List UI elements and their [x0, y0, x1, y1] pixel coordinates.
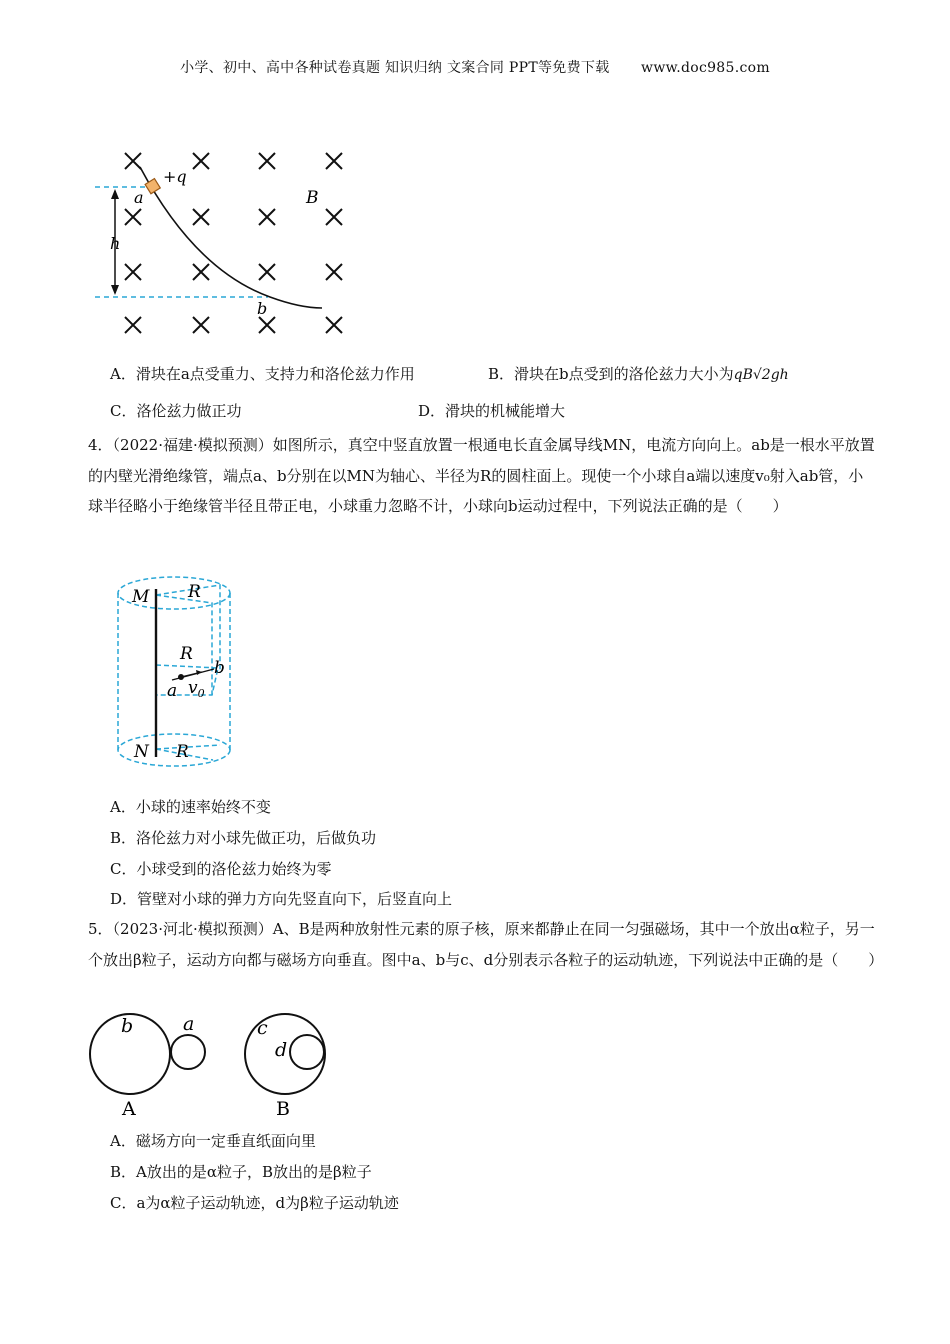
option-text: 磁场方向一定垂直纸面向里: [135, 1132, 316, 1150]
label-B: B: [276, 1098, 290, 1120]
label-R-mid: R: [180, 644, 193, 664]
option-label: A．: [110, 798, 136, 816]
track-d: [290, 1035, 324, 1069]
label-A: A: [122, 1098, 136, 1120]
label-N: N: [134, 742, 149, 762]
q4-stem: [88, 430, 878, 522]
question-number: 5．: [88, 920, 113, 938]
option-text: 滑块在a点受重力、支持力和洛伦兹力作用: [135, 365, 415, 383]
option-label: A．: [110, 365, 136, 383]
label-v0: $v_0$: [188, 678, 205, 700]
label-R-top: R: [188, 582, 201, 602]
q3-option-c[interactable]: [110, 400, 242, 421]
option-text: 滑块的机械能增大: [445, 402, 566, 420]
question-text: 如图所示，真空中竖直放置一根通电长直金属导线MN，电流方向向上。ab是一根水平放置的内壁光滑绝缘管，端点a、b分别在以MN为轴心、半径为R的圆柱面上。现使一个小球自a端以速度v₀射入ab管，小球半径略小于绝缘管半径且带正电，小球重力忽略不计，小球向b运动过程中，下列说法正确的是（ ）: [88, 436, 875, 515]
option-label: C．: [110, 860, 137, 878]
option-text: 小球的速率始终不变: [135, 798, 271, 816]
q5-option-c[interactable]: [110, 1192, 399, 1213]
curved-track: [140, 167, 322, 308]
option-label: D．: [110, 890, 138, 908]
label-b: b: [214, 658, 225, 678]
option-text: a为α粒子运动轨迹，d为β粒子运动轨迹: [136, 1194, 399, 1212]
q5-option-a[interactable]: [110, 1130, 316, 1151]
label-M: M: [132, 587, 150, 607]
track-a: [171, 1035, 205, 1069]
field-crosses: [125, 153, 342, 333]
point-b-label: b: [257, 299, 268, 318]
q5-option-b[interactable]: [110, 1161, 372, 1182]
q5-stem: [88, 914, 884, 975]
option-label: B．: [488, 365, 515, 383]
option-label: C．: [110, 1194, 137, 1212]
option-label: A．: [110, 1132, 136, 1150]
q4-option-c[interactable]: [110, 858, 332, 879]
option-text: 管壁对小球的弹力方向先竖直向下，后竖直向上: [137, 890, 453, 908]
label-b: b: [121, 1015, 134, 1037]
option-text: 洛伦兹力做正功: [136, 402, 242, 420]
q4-option-b[interactable]: [110, 827, 376, 848]
option-label: C．: [110, 402, 137, 420]
option-text: 滑块在b点受到的洛伦兹力大小为: [514, 365, 734, 383]
option-text: A放出的是α粒子，B放出的是β粒子: [136, 1163, 372, 1181]
question-source: （2023·河北·模拟预测）: [112, 920, 273, 938]
q3-option-d[interactable]: [418, 400, 565, 421]
option-formula: qB√2gh: [733, 367, 789, 383]
header-text: 小学、初中、高中各种试卷真题 知识归纳 文案合同 PPT等免费下载: [180, 60, 610, 76]
option-text: 小球受到的洛伦兹力始终为零: [136, 860, 332, 878]
option-text: 洛伦兹力对小球先做正功，后做负功: [136, 829, 377, 847]
q4-option-d[interactable]: [110, 888, 452, 909]
label-a: a: [183, 1013, 195, 1035]
option-label: B．: [110, 1163, 137, 1181]
point-a-label: a: [134, 188, 144, 207]
header-url: www.doc985.com: [641, 60, 770, 76]
option-label: D．: [418, 402, 446, 420]
question-text: A、B是两种放射性元素的原子核，原来都静止在同一匀强磁场，其中一个放出α粒子，另一个放出β粒子，运动方向都与磁场方向垂直。图中a、b与c、d分别表示各粒子的运动轨迹，下列说法中正确的是（ ）: [88, 920, 884, 969]
question-source: （2022·福建·模拟预测）: [112, 436, 273, 454]
question-number: 4．: [88, 436, 113, 454]
field-label: B: [306, 188, 319, 208]
option-label: B．: [110, 829, 137, 847]
label-a: a: [167, 681, 178, 701]
q4-option-a[interactable]: [110, 796, 271, 817]
height-label: h: [110, 234, 121, 253]
page-header: [0, 57, 950, 77]
figure-slider-magnetic-field: [90, 145, 360, 345]
figure-cylinder-wire: [110, 565, 240, 785]
label-d: d: [275, 1039, 288, 1061]
charge-label: +q: [163, 167, 187, 186]
label-c: c: [257, 1017, 268, 1039]
q3-option-b[interactable]: [488, 363, 789, 384]
q3-option-a[interactable]: [110, 363, 415, 384]
label-R-bot: R: [176, 742, 189, 762]
figure-decay-tracks: [85, 1008, 345, 1120]
